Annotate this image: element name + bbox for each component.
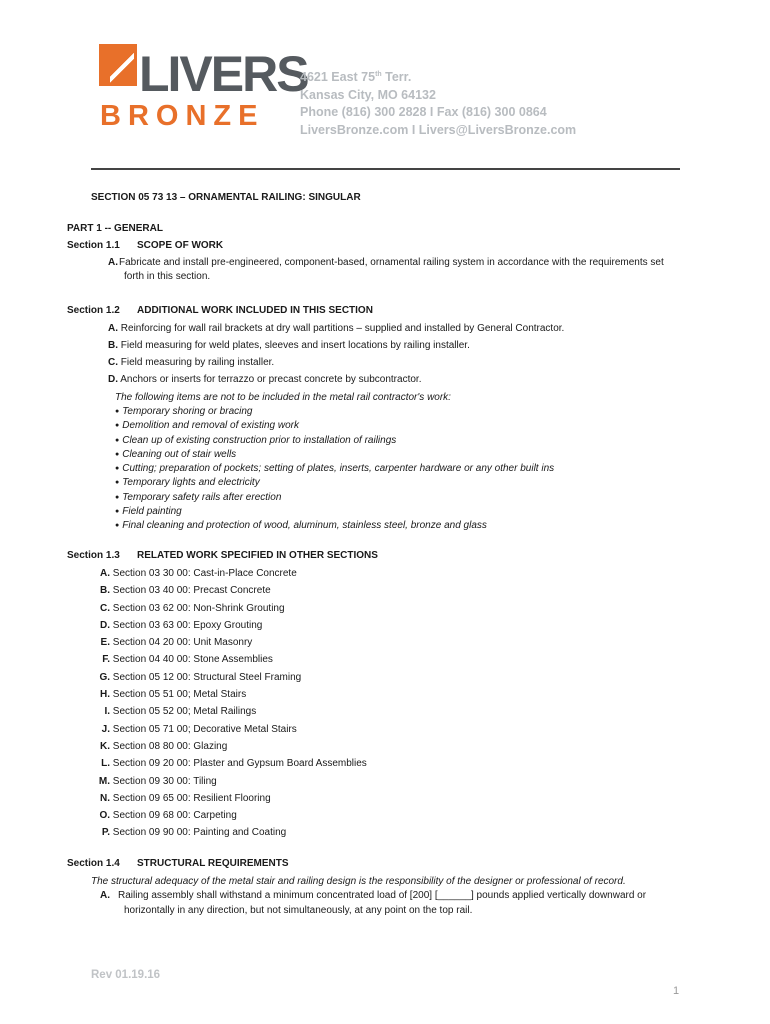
s13-item: B. Section 03 40 00: Precast Concrete xyxy=(100,585,271,597)
bullet-item: ● Demolition and removal of existing work xyxy=(115,420,299,432)
s13-item: O. Section 09 68 00: Carpeting xyxy=(99,810,237,822)
bullet-item: ● Temporary safety rails after erection xyxy=(115,491,282,503)
s13-item: K. Section 08 80 00: Glazing xyxy=(100,740,228,752)
bullet-item: ● Field painting xyxy=(115,506,182,518)
section-1-3-heading: Section 1.3 RELATED WORK SPECIFIED IN OTHER SECTIONS xyxy=(67,550,378,561)
logo-word-livers: LIVERS xyxy=(139,46,308,102)
bullet-item: ● Temporary lights and electricity xyxy=(115,477,260,489)
bullet-item: ● Temporary shoring or bracing xyxy=(115,406,253,417)
s14-note: The structural adequacy of the metal stair and railing design is the responsibility of the designer or professional of record. xyxy=(91,876,626,887)
address-line-2: Kansas City, MO 64132 xyxy=(300,87,436,102)
s13-item: N. Section 09 65 00: Resilient Flooring xyxy=(100,792,271,804)
s12-item-d: D. Anchors or inserts for terrazzo or precast concrete by subcontractor. xyxy=(108,374,422,385)
section-1-1-heading: Section 1.1 SCOPE OF WORK xyxy=(67,240,224,251)
phone-fax-line: Phone (816) 300 2828 I Fax (816) 300 0864 xyxy=(300,105,547,120)
s13-item: M. Section 09 30 00: Tiling xyxy=(98,775,217,787)
s13-item: E. Section 04 20 00: Unit Masonry xyxy=(100,637,253,649)
s12-note: The following items are not to be included in the metal rail contractor's work: xyxy=(115,392,451,403)
part-heading: PART 1 -- GENERAL xyxy=(67,223,163,234)
s14-item-a-text-cont: horizontally in any direction, but not simultaneously, at any point on the top rail. xyxy=(124,905,473,916)
logo-stripe xyxy=(110,50,134,86)
s13-item: F. Section 04 40 00: Stone Assemblies xyxy=(102,654,273,666)
revision-label: Rev 01.19.16 xyxy=(91,969,161,981)
section-1-4-heading: Section 1.4 STRUCTURAL REQUIREMENTS xyxy=(67,858,289,869)
s12-item-b: B. Field measuring for weld plates, sleeves and insert locations by railing installer. xyxy=(108,340,470,351)
s14-item-a-text: Railing assembly shall withstand a minimum concentrated load of [200] [______] pounds applied vertically downward or xyxy=(118,890,647,901)
logo-word-bronze: BRONZE xyxy=(100,100,265,132)
section-title: SECTION 05 73 13 – ORNAMENTAL RAILING: SINGULAR xyxy=(91,192,361,203)
web-email-line: LiversBronze.com I Livers@LiversBronze.com xyxy=(300,122,577,137)
s12-bullet-list xyxy=(115,405,554,534)
s14-item-a: A. xyxy=(100,890,110,901)
s11-item-a-text: Fabricate and install pre-engineered, component-based, ornamental railing system in accordance with the requirements set xyxy=(119,257,664,268)
s13-item: I. Section 05 52 00; Metal Railings xyxy=(104,706,257,718)
s13-item: L. Section 09 20 00: Plaster and Gypsum Board Assemblies xyxy=(101,758,367,770)
s13-item: J. Section 05 71 00; Decorative Metal Stairs xyxy=(101,723,297,735)
bullet-item: ● Cleaning out of stair wells xyxy=(115,448,237,460)
s12-item-a: A. Reinforcing for wall rail brackets at dry wall partitions – supplied and installed by General Contractor. xyxy=(108,323,565,334)
s13-item: C. Section 03 62 00: Non-Shrink Grouting xyxy=(100,602,285,614)
s13-item: H. Section 05 51 00; Metal Stairs xyxy=(100,689,247,701)
s13-item-list xyxy=(98,567,367,844)
s11-item-a: A. xyxy=(108,257,118,268)
contact-info xyxy=(300,66,576,139)
bullet-item: ● Final cleaning and protection of wood, aluminum, stainless steel, bronze and glass xyxy=(115,520,487,532)
address-line-1: 4621 East 75th Terr. xyxy=(300,70,412,85)
s13-item: P. Section 09 90 00: Painting and Coating xyxy=(101,827,287,839)
page-number: 1 xyxy=(673,985,680,997)
s11-item-a-text-cont: forth in this section. xyxy=(124,271,211,282)
company-logo xyxy=(99,44,308,132)
s13-item: G. Section 05 12 00: Structural Steel Framing xyxy=(99,671,302,683)
s13-item: D. Section 03 63 00: Epoxy Grouting xyxy=(100,619,263,631)
header-divider xyxy=(91,168,680,170)
s13-item: A. Section 03 30 00: Cast-in-Place Concrete xyxy=(100,568,297,579)
s12-item-c: C. Field measuring by railing installer. xyxy=(108,357,275,368)
bullet-item: ● Cutting; preparation of pockets; setting of plates, inserts, carpenter hardware or any other built ins xyxy=(115,463,555,475)
bullet-item: ● Clean up of existing construction prior to installation of railings xyxy=(115,434,397,446)
section-1-2-heading: Section 1.2 ADDITIONAL WORK INCLUDED IN THIS SECTION xyxy=(67,305,373,316)
